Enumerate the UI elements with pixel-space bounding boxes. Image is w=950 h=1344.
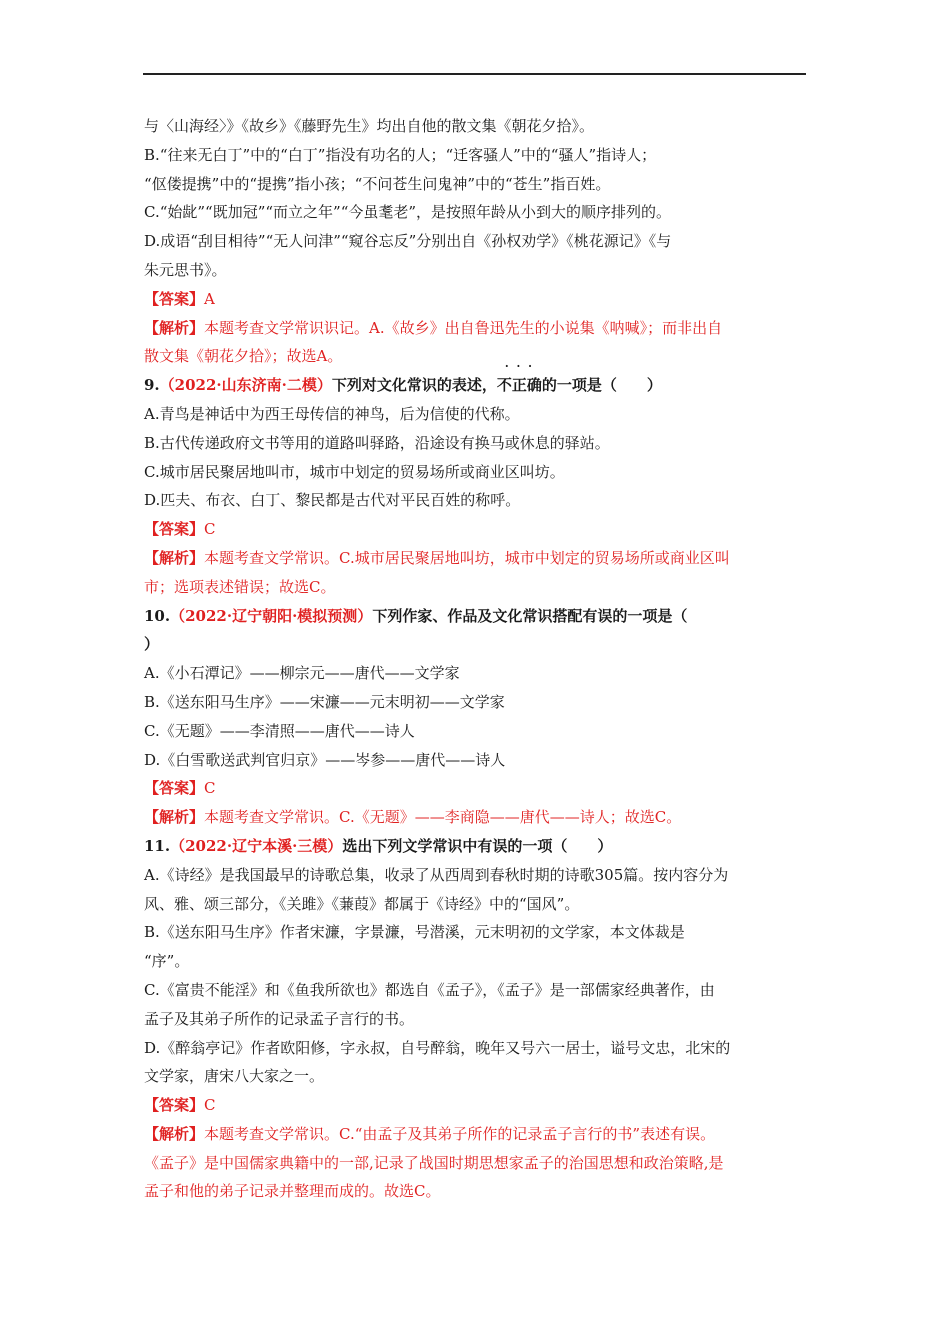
analysis-text: 本题考查文学常识识记。A.《故乡》出自鲁迅先生的小说集《呐喊》；而非出自: [204, 318, 723, 337]
analysis-text-cont: 孟子和他的弟子记录并整理而成的。故选C。: [144, 1182, 441, 1201]
option-d: D.《醉翁亭记》作者欧阳修，字永叔，自号醉翁，晚年又号六一居士，谥号文忠，北宋的: [144, 1038, 731, 1057]
answer-line: [144, 774, 808, 803]
text-line: 与〈山海经〉》《故乡》《藤野先生》均出自他的散文集《朝花夕拾》。: [144, 117, 595, 135]
analysis-line: [144, 314, 808, 343]
option-b-cont: “序”。: [144, 952, 190, 971]
question-source: （2022·辽宁朝阳·模拟预测）: [170, 606, 373, 625]
analysis-text-cont: 散文集《朝花夕拾》；故选A。: [144, 347, 343, 366]
question-11-title: [144, 832, 808, 861]
answer-tag: 【答案】: [144, 289, 205, 308]
question-source: （2022·辽宁本溪·三模）: [170, 836, 343, 855]
question-stem: 下列作家、作品及文化常识搭配有误的一项是（: [372, 606, 688, 625]
analysis-tag: 【解析】: [144, 1124, 205, 1143]
emphasis-word: 不正确: [496, 376, 542, 395]
option-d-cont: 文学家，唐宋八大家之一。: [144, 1067, 325, 1086]
analysis-text-cont: 《孟子》是中国儒家典籍中的一部,记录了战国时期思想家孟子的治国思想和政治策略,是: [144, 1153, 724, 1172]
question-source: （2022·山东济南·二模）: [159, 376, 332, 395]
analysis-tag: 【解析】: [144, 808, 205, 827]
option-c: C.城市居民聚居地叫市，城市中划定的贸易场所或商业区叫坊。: [144, 462, 565, 481]
emphasis-dots: · · ·: [504, 360, 534, 374]
option-d: D.《白雪歌送武判官归京》——岑参——唐代——诗人: [144, 750, 506, 769]
question-stem-close: ）: [144, 635, 160, 654]
option-a: A.《小石潭记》——柳宗元——唐代——文学家: [144, 664, 460, 683]
question-number: 11.: [144, 836, 171, 855]
answer-line: [144, 515, 808, 544]
emphasis-text: [496, 360, 542, 395]
option-c: C.《无题》——李清照——唐代——诗人: [144, 721, 415, 740]
question-number: 9.: [144, 376, 160, 395]
option-c-cont: 孟子及其弟子所作的记录孟子言行的书。: [144, 1009, 415, 1028]
option-c: C.《富贵不能淫》和《鱼我所欲也》都选自《孟子》，《孟子》是一部儒家经典著作，由: [144, 980, 715, 999]
option-a: A.《诗经》是我国最早的诗歌总集，收录了从西周到春秋时期的诗歌305篇。按内容分为: [144, 865, 729, 884]
analysis-text: 本题考查文学常识。C.城市居民聚居地叫坊，城市中划定的贸易场所或商业区叫: [204, 548, 730, 567]
analysis-line: [144, 803, 808, 832]
option-b: B.《送东阳马生序》——宋濂——元末明初——文学家: [144, 692, 505, 711]
question-10-title: [144, 602, 808, 631]
analysis-line: [144, 544, 808, 573]
question-number: 10.: [144, 606, 171, 625]
document-body: [144, 112, 808, 1206]
answer-line: [144, 285, 808, 314]
answer-value: C: [204, 779, 216, 798]
option-b-cont: “伛偻提携”中的“提携”指小孩；“不问苍生问鬼神”中的“苍生”指百姓。: [144, 174, 611, 193]
answer-tag: 【答案】: [144, 779, 205, 798]
analysis-text-cont: 市；选项表述错误；故选C。: [144, 577, 336, 596]
answer-tag: 【答案】: [144, 1096, 205, 1115]
option-b: B.古代传递政府文书等用的道路叫驿路，沿途设有换马或休息的驿站。: [144, 433, 610, 452]
answer-value: C: [204, 520, 216, 539]
option-b: B.《送东阳马生序》作者宋濂，字景濂，号潜溪，元末明初的文学家，本文体裁是: [144, 923, 685, 942]
option-c: C.“始龀”“既加冠”“而立之年”“今虽耄老”，是按照年龄从小到大的顺序排列的。: [144, 203, 672, 222]
analysis-text: 本题考查文学常识。C.《无题》——李商隐——唐代——诗人；故选C。: [204, 808, 682, 827]
analysis-text: 本题考查文学常识。C.“由孟子及其弟子所作的记录孟子言行的书”表述有误。: [204, 1124, 716, 1143]
option-d: D.匹夫、布衣、白丁、黎民都是古代对平民百姓的称呼。: [144, 491, 521, 510]
analysis-tag: 【解析】: [144, 318, 205, 337]
option-b: B.“往来无白丁”中的“白丁”指没有功名的人；“迁客骚人”中的“骚人”指诗人；: [144, 145, 657, 164]
question-stem-end: 的一项是（ ）: [541, 376, 662, 395]
analysis-line: [144, 1120, 808, 1149]
option-d-cont: 朱元思书》。: [144, 260, 227, 279]
option-a: A.青鸟是神话中为西王母传信的神鸟，后为信使的代称。: [144, 404, 520, 423]
question-9-title: [144, 360, 808, 400]
option-a-cont: 风、雅、颂三部分，《关雎》《蒹葭》都属于《诗经》中的“国风”。: [144, 894, 580, 913]
question-stem: 选出下列文学常识中有误的一项（ ）: [342, 836, 613, 855]
option-d: D.成语“刮目相待”“无人问津”“窥谷忘反”分别出自《孙权劝学》《桃花源记》《与: [144, 232, 672, 251]
answer-line: [144, 1091, 808, 1120]
header-rule: [143, 73, 806, 75]
answer-value: C: [204, 1096, 216, 1115]
answer-tag: 【答案】: [144, 520, 205, 539]
analysis-tag: 【解析】: [144, 548, 205, 567]
answer-value: A: [204, 289, 215, 308]
question-stem: 下列对文化常识的表述，: [331, 376, 497, 395]
